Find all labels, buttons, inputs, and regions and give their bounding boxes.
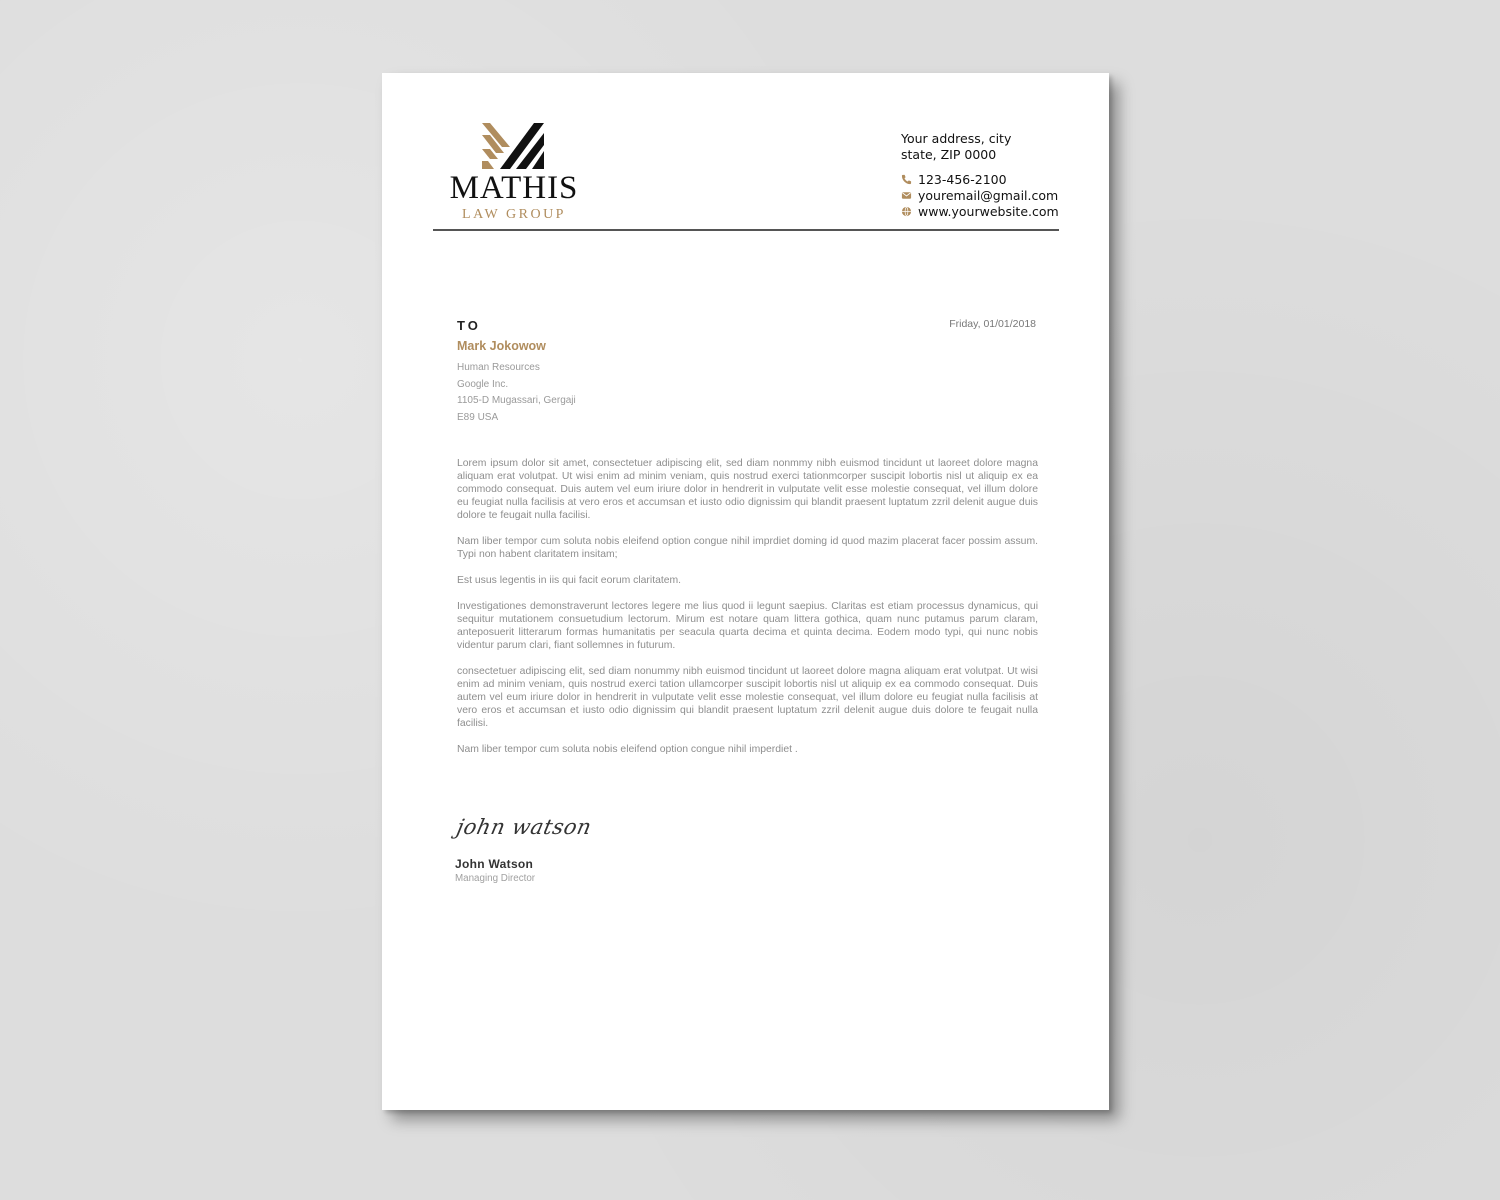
body-paragraph: consectetuer adipiscing elit, sed diam nonummy nibh euismod tincidunt ut laoreet dolore magna aliquam erat volutpat. Ut wisi enim ad minim veniam, quis nostrud exerci tation ullamcorper suscipit lobortis nisl ut aliquip ex ea commodo consequat. Duis autem vel eum iriure dolor in hendrerit in vulputate velit esse molestie consequat, vel illum dolore eu feugiat nulla facilisis at vero eros et accumsan et iusto odio dignissim qui blandit praesent luptatum zzril delenit augue duis dolore te feugait nulla facilisi. — [457, 666, 1038, 729]
envelope-icon — [901, 190, 912, 201]
to-label: TO — [457, 318, 481, 333]
letter-date: Friday, 01/01/2018 — [949, 318, 1036, 330]
stylized-m-mark-icon — [482, 123, 546, 169]
recipient-line: E89 USA — [457, 411, 499, 423]
phone-number: 123-456-2100 — [918, 171, 1007, 187]
address-line-1: Your address, city — [901, 131, 1012, 146]
body-paragraph: Investigationes demonstraverunt lectores legere me lius quod ii legunt saepius. Claritas est etiam processus dynamicus, qui sequitur mutationem consuetudium lectorum. Mirum est notare quam littera gothica, quam nunc putamus parum claram, anteposuerit litterarum formas humanitatis per seacula quarta decima et quinta decima. Eodem modo typi, qui nunc nobis videntur parum clari, fiant sollemnes in futurum. — [457, 601, 1038, 651]
body-paragraph: Est usus legentis in iis qui facit eorum claritatem. — [457, 575, 682, 586]
letterhead-page — [382, 73, 1109, 1110]
header-divider — [433, 229, 1059, 231]
signer-title: Managing Director — [455, 873, 536, 884]
company-subtitle: LAW GROUP — [462, 207, 566, 222]
body-paragraph: Lorem ipsum dolor sit amet, consectetuer adipiscing elit, sed diam nonmmy nibh euismod tincidunt ut laoreet dolore magna aliquam erat volutpat. Ut wisi enim ad minim veniam, quis nostrud exerci tationmcorper suscipit lobortis nisl ut aliquip ex ea commodo consequat. Duis autem vel eum iriure dolor in hendrerit in vulputate velit esse molestie consequat, vel illum dolore eu feugiat nulla facilisis at vero eros et accumsan et iusto odio dignissim qui blandit praesent luptatum zzril delenit augue duis dolore te feugait nulla facilisi. — [457, 458, 1038, 521]
contact-website — [901, 203, 1091, 219]
letter-body — [457, 457, 1038, 769]
recipient-line: Google Inc. — [457, 378, 509, 390]
address-line-2: state, ZIP 0000 — [901, 147, 997, 162]
signer-name: John Watson — [455, 857, 534, 871]
contact-email — [901, 187, 1091, 203]
recipient-line: Human Resources — [457, 362, 540, 373]
email-address: youremail@gmail.com — [918, 187, 1059, 203]
phone-icon — [901, 174, 912, 185]
handwritten-signature: john watson — [454, 815, 594, 839]
recipient-name: Mark Jokowow — [457, 339, 546, 353]
company-name: MATHIS — [449, 170, 579, 206]
recipient-line: 1105-D Mugassari, Gergaji — [457, 395, 576, 406]
body-paragraph: Nam liber tempor cum soluta nobis eleifend option congue nihil imprdiet doming id quod mazim placerat facer possim assum. Typi non habent claritatem insitam; — [457, 536, 1038, 560]
contact-phone — [901, 171, 1091, 187]
contact-block — [901, 131, 1091, 219]
company-logo — [448, 123, 580, 227]
body-paragraph: Nam liber tempor cum soluta nobis eleifend option congue nihil imperdiet . — [457, 744, 798, 755]
address — [901, 131, 1091, 163]
globe-icon — [901, 206, 912, 217]
recipient-address — [457, 360, 576, 426]
website-url: www.yourwebsite.com — [918, 203, 1059, 219]
